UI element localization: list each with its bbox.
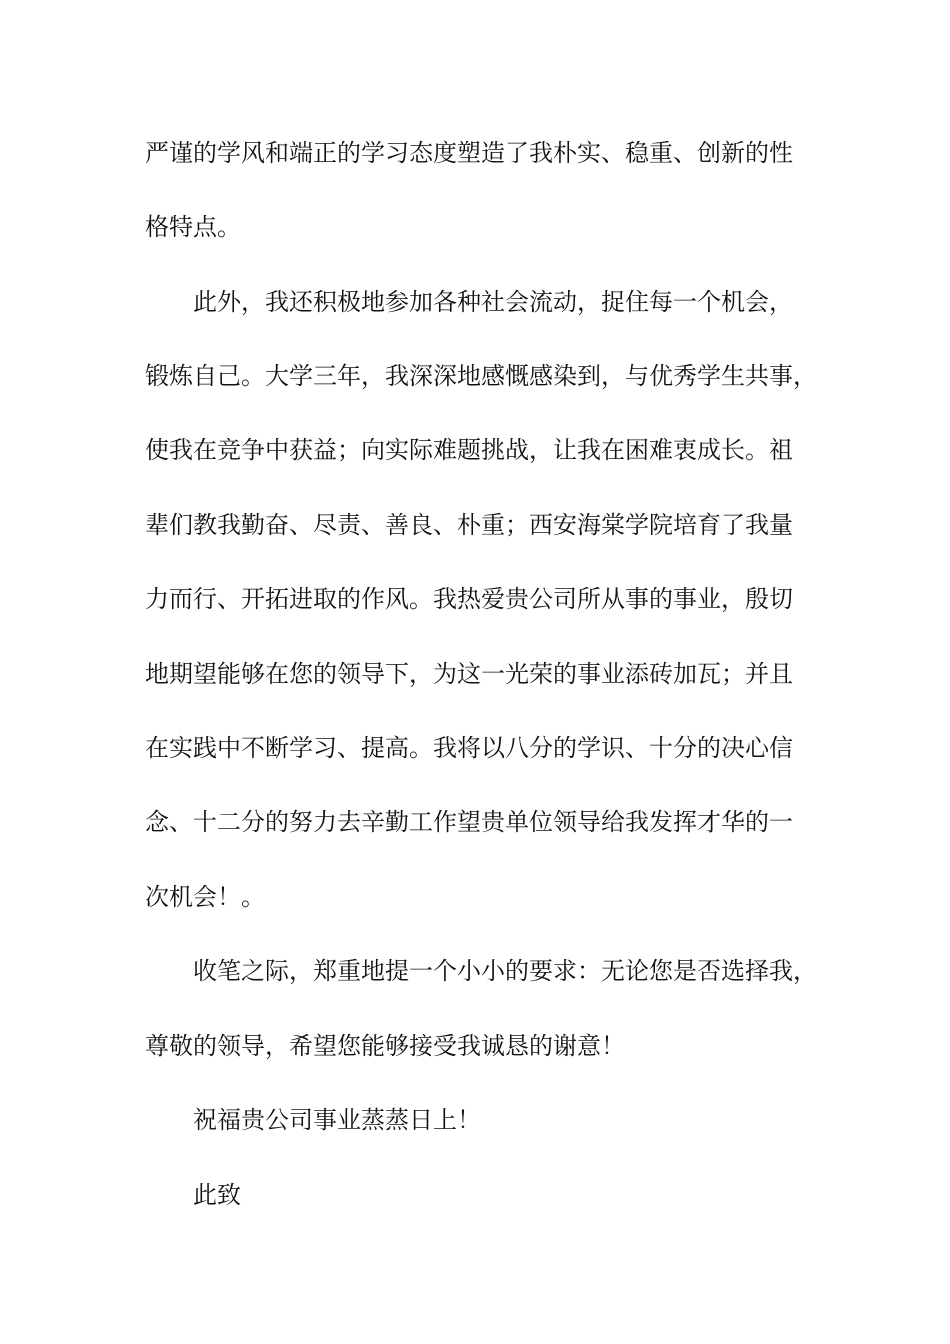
paragraph-line: 祝福贵公司事业蒸蒸日上！ xyxy=(193,1106,481,1134)
paragraph-line: 收笔之际，郑重地提一个小小的要求：无论您是否选择我， xyxy=(193,957,817,985)
paragraph-line: 此外，我还积极地参加各种社会流动，捉住每一个机会， xyxy=(193,288,793,316)
paragraph-line: 此致 xyxy=(193,1181,241,1209)
paragraph-line: 地期望能够在您的领导下，为这一光荣的事业添砖加瓦；并且 xyxy=(145,660,793,688)
paragraph-line: 次机会！。 xyxy=(145,883,265,911)
paragraph-line: 格特点。 xyxy=(145,213,241,241)
paragraph-line: 辈们教我勤奋、尽责、善良、朴重；西安海棠学院培育了我量 xyxy=(145,511,793,539)
paragraph-line: 力而行、开拓进取的作风。我热爱贵公司所从事的事业，殷切 xyxy=(145,585,793,613)
paragraph-line: 严谨的学风和端正的学习态度塑造了我朴实、稳重、创新的性 xyxy=(145,139,793,167)
paragraph-line: 锻炼自己。大学三年，我深深地感慨感染到，与优秀学生共事， xyxy=(145,362,817,390)
paragraph-line: 尊敬的领导，希望您能够接受我诚恳的谢意！ xyxy=(145,1032,625,1060)
paragraph-line: 在实践中不断学习、提高。我将以八分的学识、十分的决心信 xyxy=(145,734,793,762)
paragraph-line: 使我在竞争中获益；向实际难题挑战，让我在困难衷成长。祖 xyxy=(145,436,793,464)
paragraph-line: 念、十二分的努力去辛勤工作望贵单位领导给我发挥才华的一 xyxy=(145,808,793,836)
